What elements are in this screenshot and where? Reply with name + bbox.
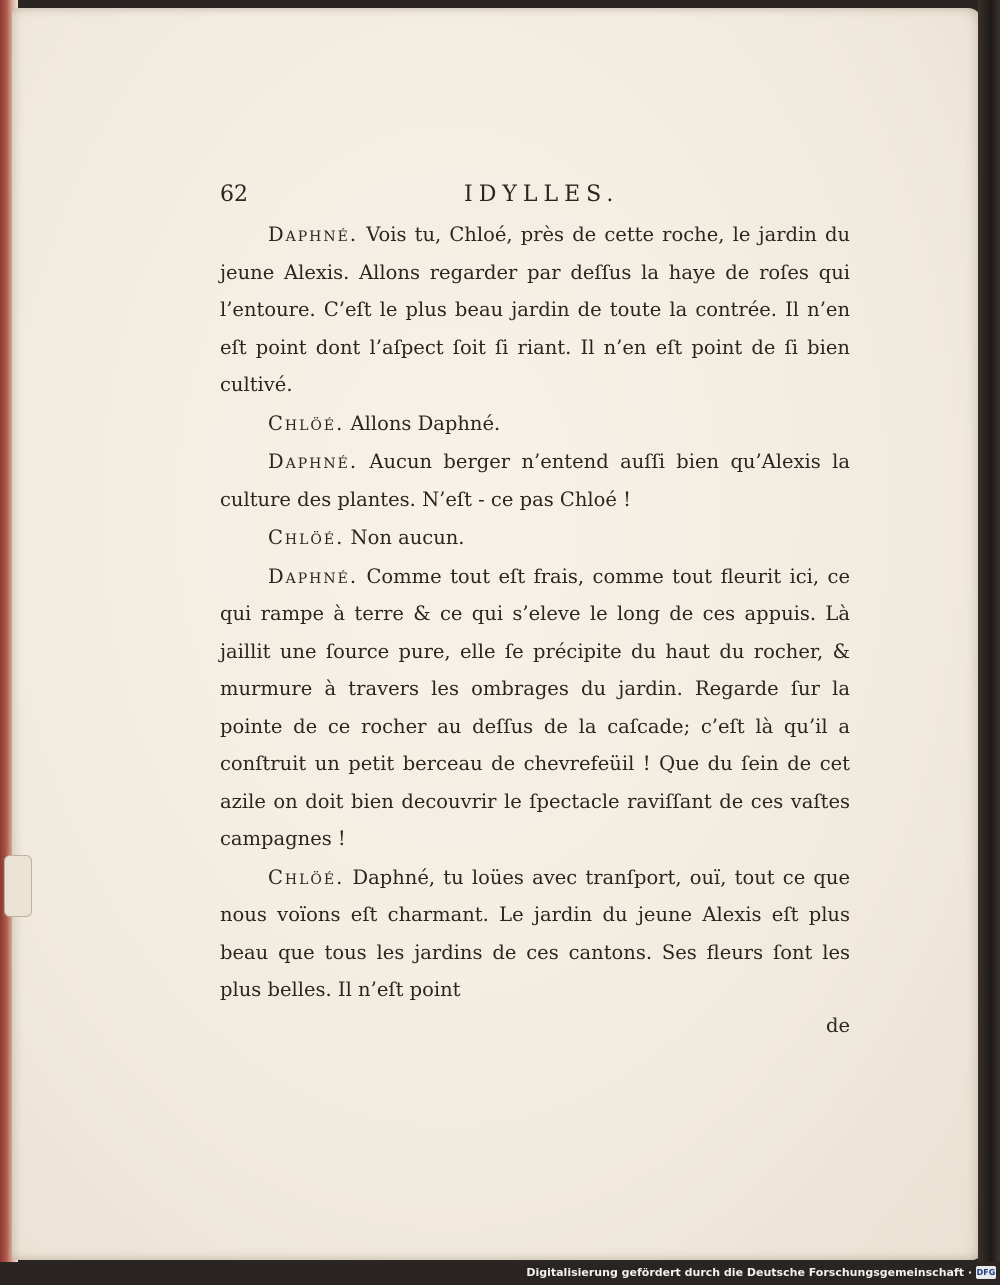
catchword: de xyxy=(825,1013,850,1037)
dialogue-paragraph xyxy=(220,519,850,557)
speaker-name: Chlöé. xyxy=(268,865,345,889)
page-header xyxy=(220,180,850,216)
dialogue-paragraph xyxy=(220,859,850,1009)
speech-text: Aucun berger n’entend auſſi bien qu’Alexis la culture des plantes. N’eſt - ce pas Chloé ! xyxy=(220,450,850,511)
page-number: 62 xyxy=(220,182,248,207)
speaker-name: Chlöé. xyxy=(268,526,345,549)
speech-text: Daphné, tu loües avec tranſport, ouï, tout ce que nous voïons eſt charmant. Le jardin du jeune Alexis eſt plus beau que tous les jardins de ces cantons. Ses fleurs ſont les plus belles. Il n’eſt point xyxy=(220,865,850,1001)
speaker-name: Daphné. xyxy=(268,450,359,473)
page-text xyxy=(220,180,850,1043)
speech-text: Vois tu, Chloé, près de cette roche, le jardin du jeune Alexis. Allons regarder par deſſus la haye de roſes qui l’entoure. C’eſt le plus beau jardin de toute la contrée. Il n’en eſt point dont l’aſpect ſoit ſi riant. Il n’en eſt point de ſi bien cultivé. xyxy=(220,223,850,396)
dialogue-paragraph xyxy=(220,216,850,404)
dialogue-paragraph xyxy=(220,443,850,518)
dialogue-paragraph xyxy=(220,405,850,443)
speech-text: Non aucun. xyxy=(344,526,465,549)
book-right-edge xyxy=(978,0,1000,1285)
digitization-credit: Digitalisierung gefördert durch die Deutsche Forschungsgemeinschaft · xyxy=(526,1266,972,1279)
speaker-name: Daphné. xyxy=(268,564,359,588)
speech-text: Allons Daphné. xyxy=(344,411,501,435)
speech-text: Comme tout eſt frais, comme tout fleurit ici, ce qui rampe à terre & ce qui s’eleve le long de ces appuis. Là jaillit une ſource pure, elle ſe précipite du haut du rocher, & murmure à travers les ombrages du jardin. Regarde ſur la pointe de ce rocher au deſſus de la caſcade; c’eſt là qu’il a conſtruit un petit berceau de chevrefeüil ! Que du ſein de cet azile on doit bien decouvrir le ſpectacle raviſſant de ces vaſtes campagnes ! xyxy=(220,564,850,850)
dfg-logo: DFG xyxy=(976,1268,996,1277)
speaker-name: Chlöé. xyxy=(268,411,345,435)
dialogue-paragraph xyxy=(220,558,850,858)
page-tab xyxy=(4,855,32,917)
speaker-name: Daphné. xyxy=(268,223,359,246)
running-title: IDYLLES. xyxy=(464,182,620,207)
